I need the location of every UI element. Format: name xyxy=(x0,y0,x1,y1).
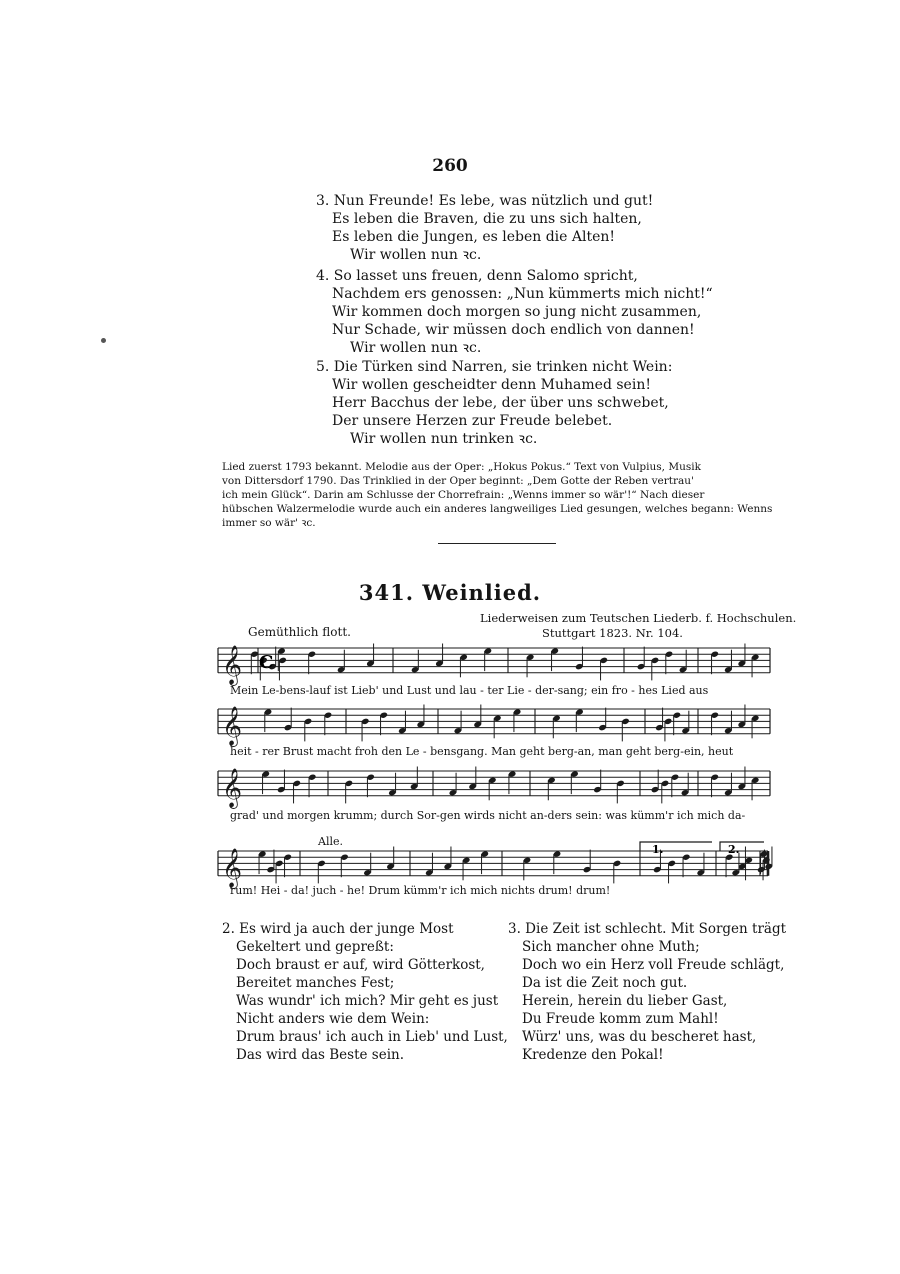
verse-line: 2. Es wird ja auch der junge Most xyxy=(222,921,454,937)
treble-clef-icon: 𝄞 xyxy=(222,705,243,746)
stanza-line: Es leben die Jungen, es leben die Alten! xyxy=(332,229,616,245)
verse-line: Gekeltert und gepreßt: xyxy=(236,939,394,955)
verse-line: Sich mancher ohne Muth; xyxy=(522,939,700,955)
verse-line: Da ist die Zeit noch gut. xyxy=(522,975,688,991)
source-line: Liederweisen zum Teutschen Liederb. f. Hochschulen. xyxy=(480,611,797,625)
verse-line: Das wird das Beste sein. xyxy=(236,1047,405,1063)
verse-line: Bereitet manches Fest; xyxy=(236,975,395,991)
verse-line: Herein, herein du lieber Gast, xyxy=(522,993,728,1009)
first-ending-bracket xyxy=(640,842,712,856)
treble-clef-icon: 𝄞 xyxy=(222,847,243,888)
song-title: 341. Weinlied. xyxy=(358,580,542,605)
stanza-line: Wir kommen doch morgen so jung nicht zusammen, xyxy=(332,304,702,320)
stanza-refrain: Wir wollen nun trinken ꝛc. xyxy=(350,431,538,447)
lyrics-line-1: Mein Le-bens-lauf ist Lieb' und Lust und lau - ter Lie - der-sang; ein fro - hes Lied aus xyxy=(230,684,709,697)
footnote-line: ich mein Glück“. Darin am Schlusse der Chorrefrain: „Wenns immer so wär'!“ Nach dieser xyxy=(222,489,705,501)
verse-line: Was wundr' ich mich? Mir geht es just xyxy=(236,993,499,1009)
tempo-marking: Gemüthlich flott. xyxy=(248,625,351,639)
verse-line: 3. Die Zeit ist schlecht. Mit Sorgen trägt xyxy=(508,921,787,937)
stanza-line: Herr Bacchus der lebe, der über uns schwebet, xyxy=(332,395,669,411)
treble-clef-icon: 𝄞 xyxy=(222,644,243,685)
treble-clef-icon: 𝄞 xyxy=(222,767,243,808)
stanza-line: Nur Schade, wir müssen doch endlich von dannen! xyxy=(332,322,695,338)
verse-line: Kredenze den Pokal! xyxy=(522,1047,664,1063)
verse-2 xyxy=(222,920,522,1064)
verse-line: Du Freude komm zum Mahl! xyxy=(522,1011,719,1027)
stanza-line: Es leben die Braven, die zu uns sich halten, xyxy=(332,211,642,227)
second-ending-bracket xyxy=(720,842,764,856)
lyrics-line-4: rum! Hei - da! juch - he! Drum kümm'r ich mich nichts drum! drum! xyxy=(230,884,611,897)
time-signature: C xyxy=(259,652,274,673)
second-ending-label: 2. xyxy=(728,843,740,856)
lyrics-line-3: grad' und morgen krumm; durch Sor-gen wirds nicht an-ders sein: was kümm'r ich mich da- xyxy=(230,809,746,822)
footnote-line: von Dittersdorf 1790. Das Trinklied in der Oper beginnt: „Dem Gotte der Reben vertrau' xyxy=(222,475,694,487)
stanza-line: Nachdem ers genossen: „Nun kümmerts mich nicht!“ xyxy=(332,286,713,302)
note-heads xyxy=(250,644,773,884)
lyrics-line-2: heit - rer Brust macht froh den Le - bensgang. Man geht berg-an, man geht berg-ein, heut xyxy=(230,745,734,758)
source-line: Stuttgart 1823. Nr. 104. xyxy=(542,626,683,640)
stanza-line: Der unsere Herzen zur Freude belebet. xyxy=(332,413,613,429)
footnote-line: Lied zuerst 1793 bekannt. Melodie aus der Oper: „Hokus Pokus.“ Text von Vulpius, Musik xyxy=(222,461,701,473)
verse-line: Doch braust er auf, wird Götterkost, xyxy=(236,957,485,973)
stanza-refrain: Wir wollen nun ꝛc. xyxy=(350,247,482,263)
verse-3 xyxy=(508,920,808,1064)
footnote-line: hübschen Walzermelodie wurde auch ein anderes langweiliges Lied gesungen, welches begann: Wenns xyxy=(222,503,773,515)
verse-line: Würz' uns, was du bescheret hast, xyxy=(522,1029,757,1045)
first-ending-label: 1. xyxy=(652,843,664,856)
footnote-line: immer so wär' ꝛc. xyxy=(222,517,316,529)
staff-system xyxy=(218,645,770,889)
verse-line: Doch wo ein Herz voll Freude schlägt, xyxy=(522,957,785,973)
chorus-marking: Alle. xyxy=(318,835,343,848)
stanza-line: 5. Die Türken sind Narren, sie trinken nicht Wein: xyxy=(316,359,673,375)
page-number: 260 xyxy=(432,156,468,176)
verse-line: Drum braus' ich auch in Lieb' und Lust, xyxy=(236,1029,508,1045)
stanza-refrain: Wir wollen nun ꝛc. xyxy=(350,340,482,356)
verse-line: Nicht anders wie dem Wein: xyxy=(236,1011,430,1027)
stanza-line: Wir wollen gescheidter denn Muhamed sein! xyxy=(332,377,651,393)
stanza-line: 4. So lasset uns freuen, denn Salomo spricht, xyxy=(316,268,638,284)
stanza-line: 3. Nun Freunde! Es lebe, was nützlich und gut! xyxy=(316,193,654,209)
